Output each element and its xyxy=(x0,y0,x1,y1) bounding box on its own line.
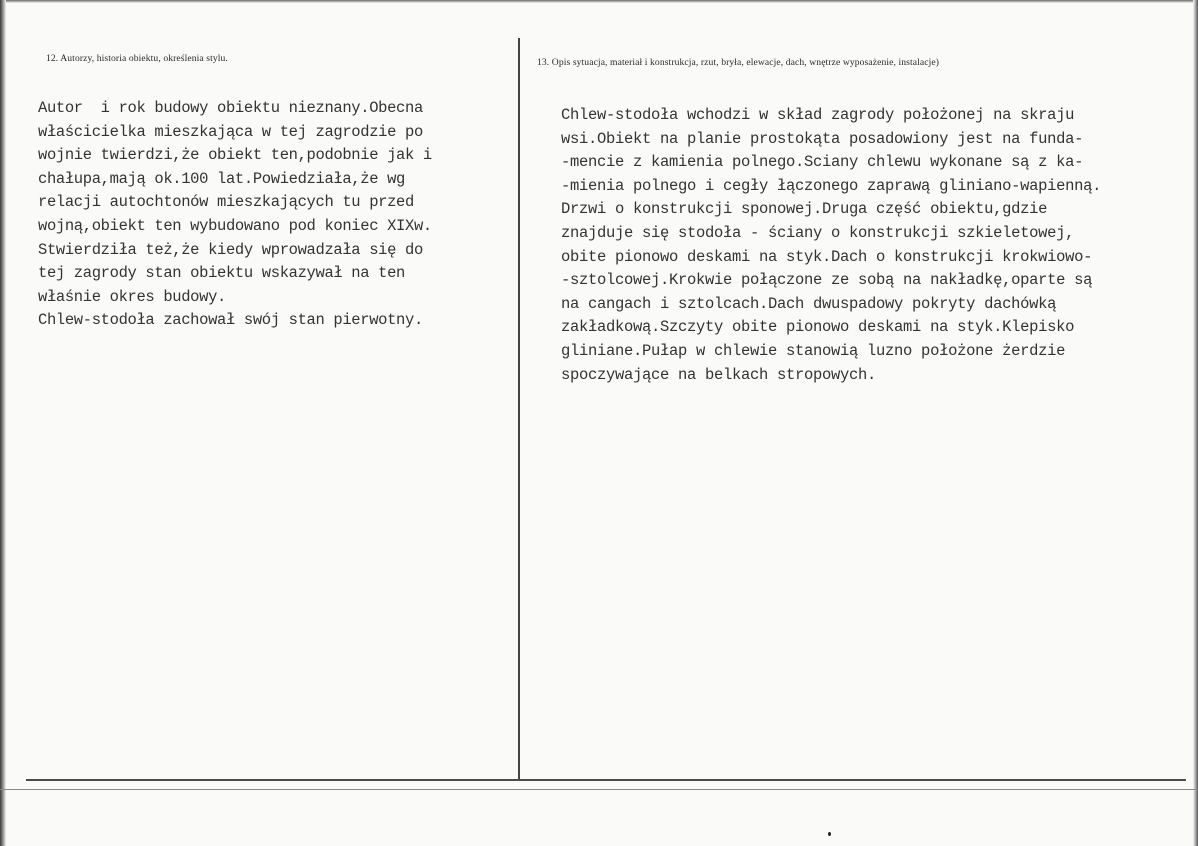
section-12-typed-text: Autor i rok budowy obiektu nieznany.Obecna właścicielka mieszkająca w tej zagrodzie po wojnie twierdzi,że obiekt ten,podobnie jak i chałupa,mają ok.100 lat.Powiedziała,że wg relacji autochtonów mieszkających tu przed wojną,obiekt ten wybudowano pod koniec XIXw. Stwierdziła też,że kiedy wprowadzała się do tej zagrody stan obiektu wskazywał na ten właśnie okres budowy. Chlew-stodoła zachował swój stan pierwotny. xyxy=(38,99,432,330)
ink-speck xyxy=(828,832,831,836)
bottom-rule-secondary xyxy=(0,789,1198,790)
scan-edge-left xyxy=(0,0,6,846)
bottom-rule xyxy=(26,779,1186,781)
column-divider xyxy=(518,38,520,781)
section-13-typed-text: Chlew-stodoła wchodzi w skład zagrody położonej na skraju wsi.Obiekt na planie prostokąta posadowiony jest na funda- -mencie z kamienia polnego.Sciany chlewu wykonane są z ka- -mienia polnego i cegły łączonego zaprawą gliniano-wapienną. Drzwi o konstrukcji sponowej.Druga część obiektu,gdzie znajduje się stodoła - ściany o konstrukcji szkieletowej, obite pionowo deskami na styk.Dach o konstrukcji krokwiowo- -sztolcowej.Krokwie połączone ze sobą na nakładkę,oparte są na cangach i sztolcach.Dach dwuspadowy pokryty dachówką zakładkową.Szczyty obite pionowo deskami na styk.Klepisko gliniane.Pułap w chlewie stanowią luzno położone żerdzie spoczywające na belkach stropowych. xyxy=(561,106,1102,384)
scan-edge-top xyxy=(0,0,1198,3)
section-12-header: 12. Autorzy, historia obiektu, określenia stylu. xyxy=(46,53,228,64)
section-13-header: 13. Opis sytuacja, materiał i konstrukcja, rzut, bryła, elewacje, dach, wnętrze wyposażenie, instalacje) xyxy=(537,57,939,68)
scan-edge-right xyxy=(1193,0,1198,846)
